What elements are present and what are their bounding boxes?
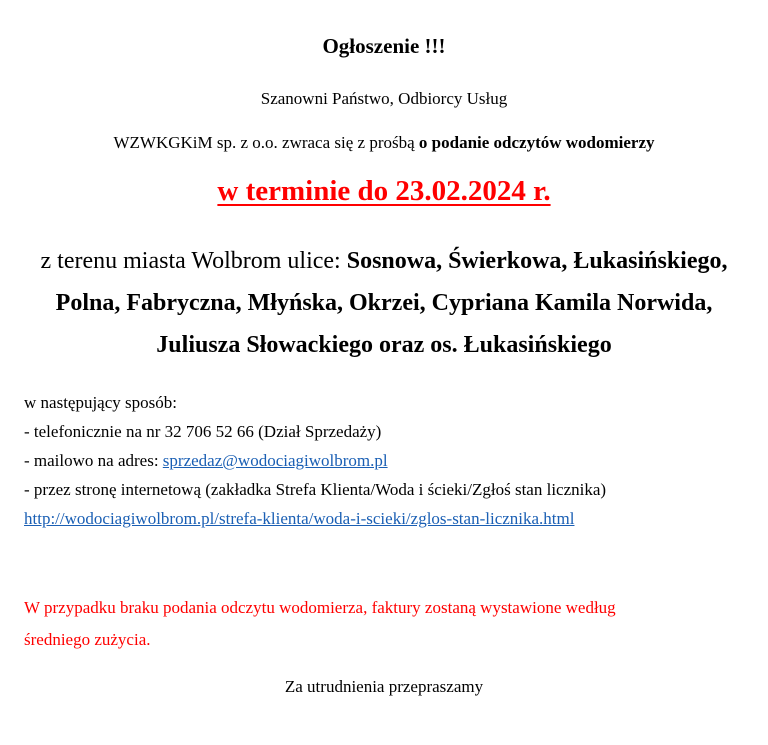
- deadline-heading: [0, 175, 768, 208]
- closing-text: Za utrudnienia przepraszamy: [284, 677, 484, 696]
- greeting-text: Szanowni Państwo, Odbiorcy Usług: [260, 89, 508, 108]
- streets-line-3: [0, 324, 768, 366]
- email-link[interactable]: sprzedaz@wodociagiwolbrom.pl: [162, 451, 388, 470]
- request-text: [0, 133, 768, 153]
- methods-list: [24, 388, 754, 533]
- warning-line-2: średniego zużycia.: [24, 630, 151, 649]
- warning-line-1: W przypadku braku podania odczytu wodomierza, faktury zostaną wystawione według: [24, 598, 616, 617]
- streets-line-2: [0, 282, 768, 324]
- area-prefix: z terenu miasta Wolbrom ulice:: [40, 248, 341, 274]
- request-bold: o podanie odczytów wodomierzy: [418, 133, 655, 152]
- method-email: [24, 446, 754, 475]
- request-prefix: WZWKGKiM sp. z o.o. zwraca się z prośbą: [113, 133, 415, 152]
- web-link[interactable]: http://wodociagiwolbrom.pl/strefa-klienta/woda-i-scieki/zglos-stan-licznika.html: [24, 509, 575, 528]
- streets-list-1: Sosnowa, Świerkowa, Łukasińskiego,: [346, 248, 728, 274]
- streets-list-2: Polna, Fabryczna, Młyńska, Okrzei, Cypriana Kamila Norwida,: [55, 290, 713, 316]
- streets-line-1: [0, 240, 768, 282]
- method-phone: - telefonicznie na nr 32 706 52 66 (Dział Sprzedaży): [24, 422, 382, 441]
- methods-intro: w następujący sposób:: [24, 393, 177, 412]
- streets-block: [0, 240, 768, 366]
- warning-text: [24, 592, 754, 656]
- deadline-text: w terminie do 23.02.2024 r.: [217, 175, 551, 207]
- method-email-prefix: - mailowo na adres:: [24, 451, 159, 470]
- announcement-title: Ogłoszenie !!!: [322, 34, 446, 58]
- streets-list-3: Juliusza Słowackiego oraz os. Łukasińskiego: [156, 332, 612, 358]
- method-web-link-row: [24, 504, 754, 533]
- method-web: - przez stronę internetową (zakładka Strefa Klienta/Woda i ścieki/Zgłoś stan licznika): [24, 480, 607, 499]
